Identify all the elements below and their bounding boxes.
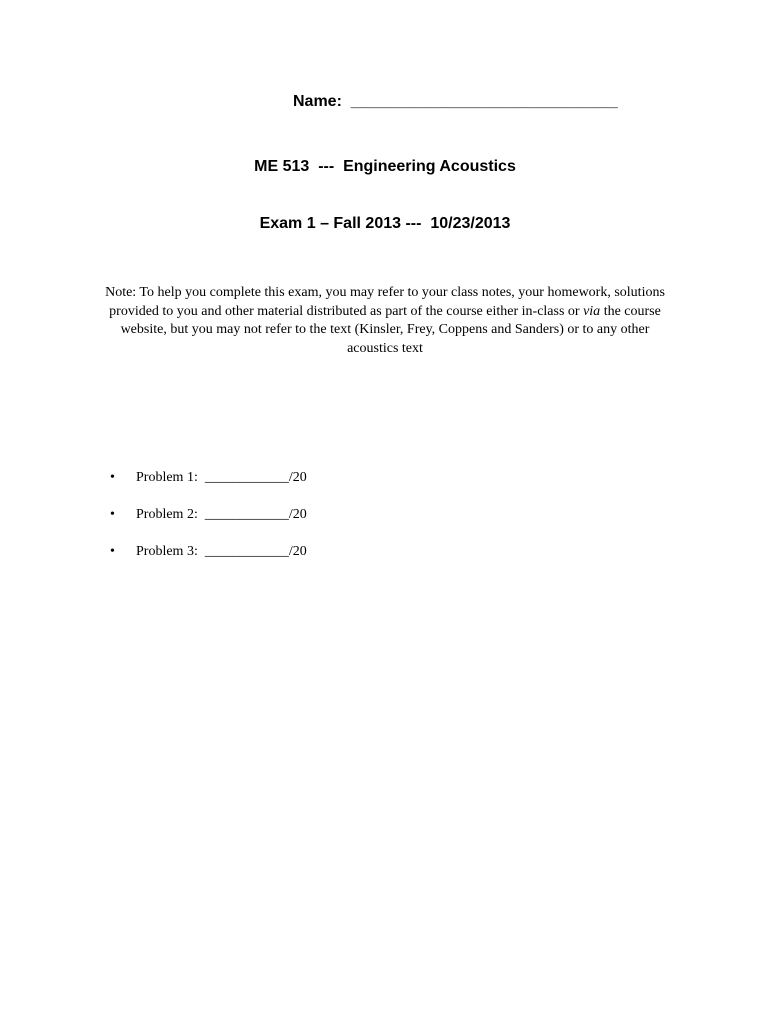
note-text-part2: the course website, but you may not refer to the text (Kinsler, Frey, Coppens and Sanders) or to any other acoustics text — [120, 303, 661, 356]
problem-score-item — [110, 468, 307, 505]
bullet-icon: • — [110, 507, 115, 522]
problem-score-item — [110, 542, 307, 579]
problem-score-item — [110, 505, 307, 542]
bullet-icon: • — [110, 544, 115, 559]
exam-instructions-note — [100, 284, 670, 358]
bullet-icon: • — [110, 470, 115, 485]
problem-score-label: Problem 2: ____________/20 — [136, 507, 307, 522]
name-field-line: Name: ______________________________ — [293, 93, 618, 110]
problem-score-label: Problem 3: ____________/20 — [136, 544, 307, 559]
problem-score-list — [110, 468, 307, 579]
note-text-part1: Note: To help you complete this exam, you may refer to your class notes, your homework, solutions provided to you and other material distributed as part of the course either in-class or — [105, 285, 665, 319]
note-text-emphasis: via — [583, 303, 601, 319]
course-title: ME 513 --- Engineering Acoustics — [254, 158, 516, 175]
problem-score-label: Problem 1: ____________/20 — [136, 470, 307, 485]
exam-title: Exam 1 – Fall 2013 --- 10/23/2013 — [259, 215, 511, 232]
